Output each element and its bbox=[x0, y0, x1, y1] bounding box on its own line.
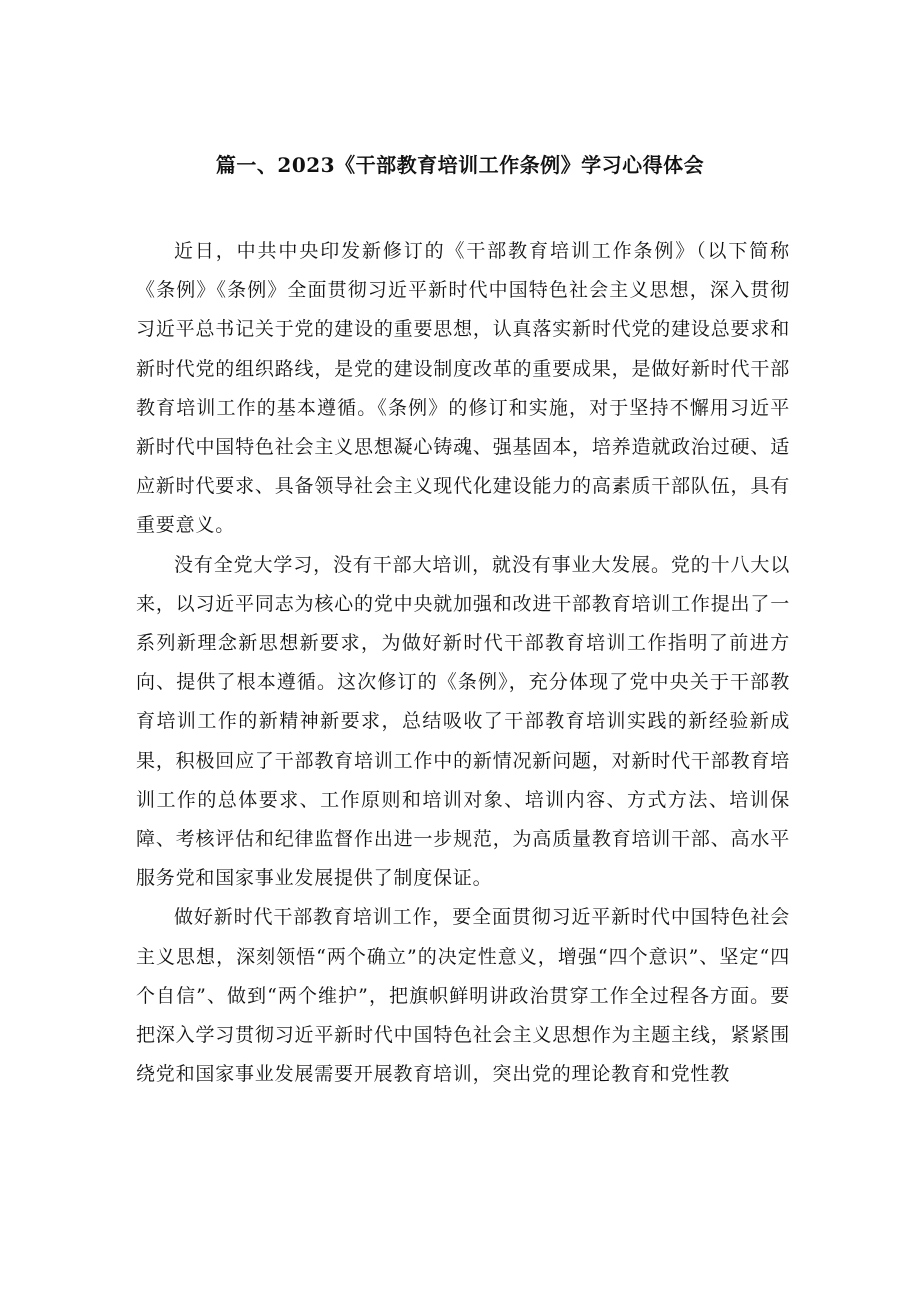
paragraph-2: 没有全党大学习，没有干部大培训，就没有事业大发展。党的十八大以来，以习近平同志为核心的党中央就加强和改进干部教育培训工作提出了一系列新理念新思想新要求，为做好新时代干部教育培训工作指明了前进方向、提供了根本遵循。这次修订的《条例》，充分体现了党中央关于干部教育培训工作的新精神新要求，总结吸收了干部教育培训实践的新经验新成果，积极回应了干部教育培训工作中的新情况新问题，对新时代干部教育培训工作的总体要求、工作原则和培训对象、培训内容、方式方法、培训保障、考核评估和纪律监督作出进一步规范，为高质量教育培训干部、高水平服务党和国家事业发展提供了制度保证。 bbox=[136, 553, 790, 890]
paragraph-3: 做好新时代干部教育培训工作，要全面贯彻习近平新时代中国特色社会主义思想，深刻领悟“两个确立”的决定性意义，增强“四个意识”、坚定“四个自信”、做到“两个维护”，把旗帜鲜明讲政治贯穿工作全过程各方面。要把深入学习贯彻习近平新时代中国特色社会主义思想作为主题主线，紧紧围绕党和国家事业发展需要开展教育培训，突出党的理论教育和党性教 bbox=[136, 906, 790, 1086]
paragraph-1: 近日，中共中央印发新修订的《干部教育培训工作条例》（以下简称《条例》《条例》全面贯彻习近平新时代中国特色社会主义思想，深入贯彻习近平总书记关于党的建设的重要思想，认真落实新时代党的建设总要求和新时代党的组织路线，是党的建设制度改革的重要成果，是做好新时代干部教育培训工作的基本遵循。《条例》的修订和实施，对于坚持不懈用习近平新时代中国特色社会主义思想凝心铸魂、强基固本，培养造就政治过硬、适应新时代要求、具备领导社会主义现代化建设能力的高素质干部队伍，具有重要意义。 bbox=[136, 240, 790, 537]
document-title: 篇一、2023《干部教育培训工作条例》学习心得体会 bbox=[215, 153, 705, 177]
document-body bbox=[136, 232, 790, 1094]
